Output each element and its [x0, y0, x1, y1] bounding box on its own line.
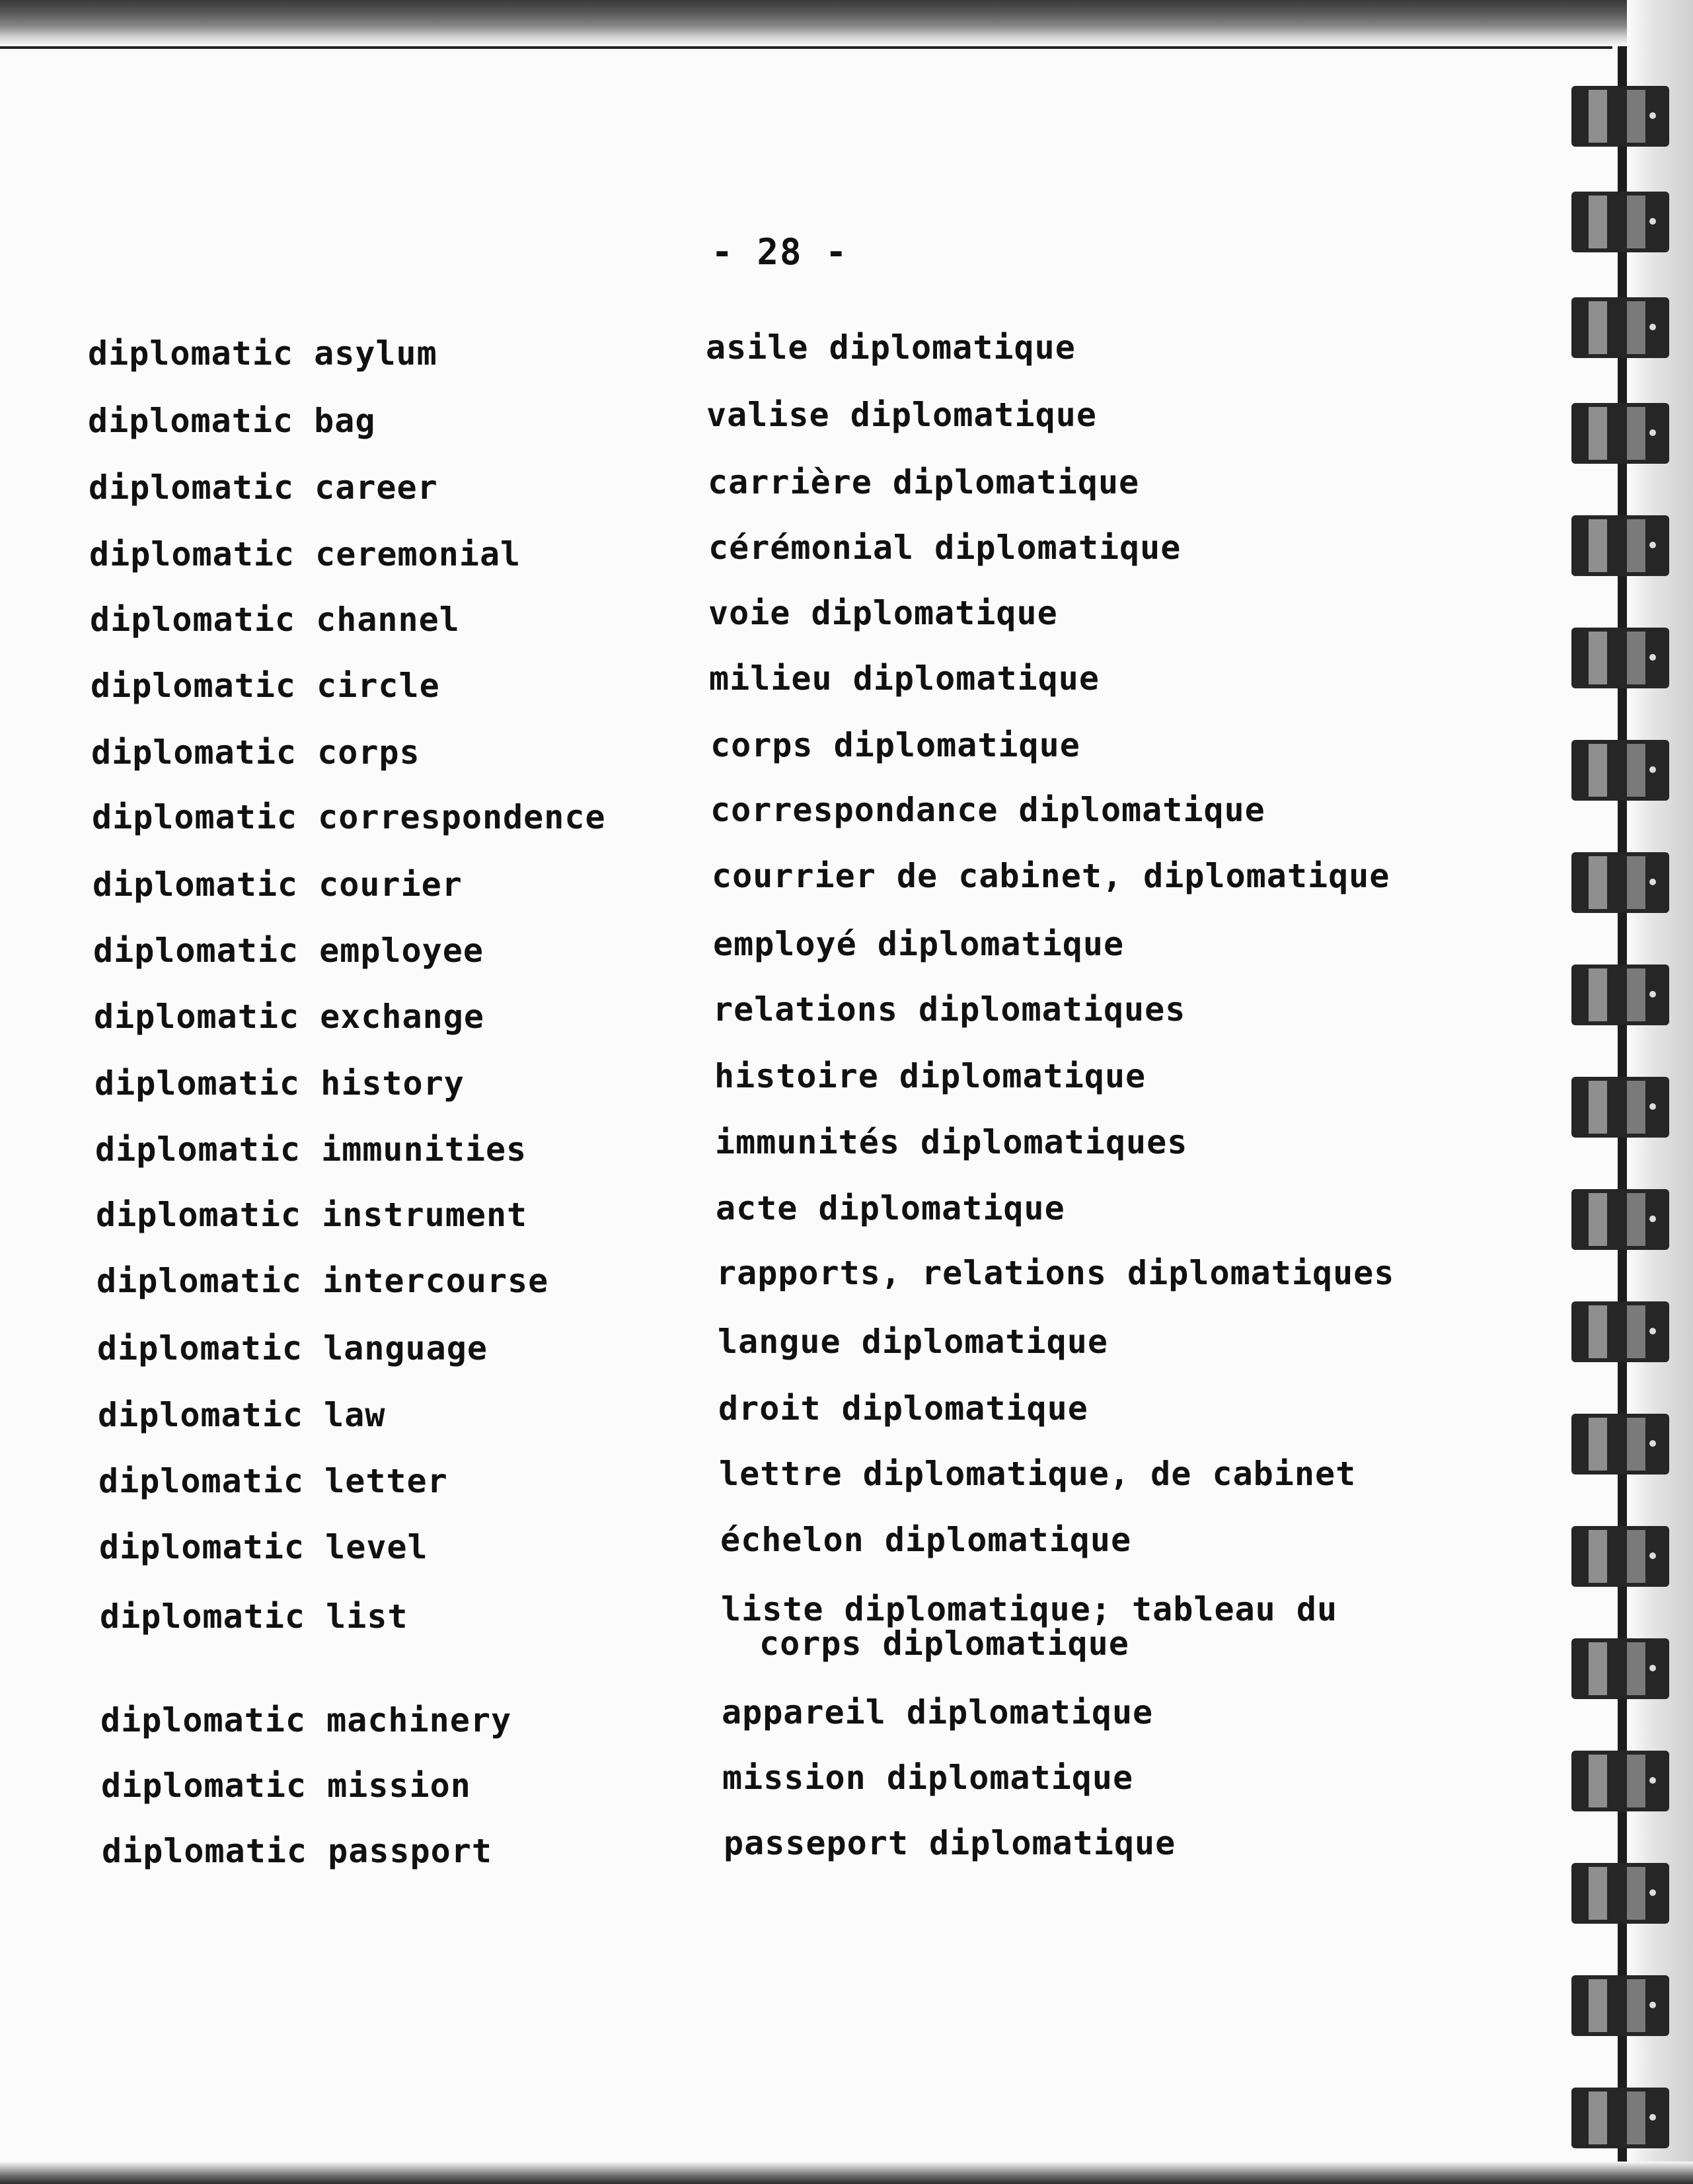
entry-translation: courrier de cabinet, diplomatique: [712, 857, 1390, 895]
entry-translation: [721, 1592, 1337, 1661]
entry-term: diplomatic employee: [93, 931, 484, 970]
entry-translation: acte diplomatique: [716, 1189, 1065, 1227]
entry-translation: carrière diplomatique: [708, 463, 1140, 501]
entry-translation: échelon diplomatique: [720, 1521, 1132, 1559]
entry-term: diplomatic ceremonial: [89, 535, 521, 573]
entry-term: diplomatic channel: [90, 601, 460, 639]
entry-term: diplomatic instrument: [96, 1196, 528, 1234]
entry-translation: langue diplomatique: [718, 1323, 1108, 1361]
entry-term: diplomatic machinery: [100, 1701, 512, 1739]
entry-term: diplomatic mission: [101, 1766, 471, 1805]
translation-line: liste diplomatique; tableau du: [721, 1590, 1338, 1628]
entry-translation: correspondance diplomatique: [710, 791, 1265, 829]
entry-translation: employé diplomatique: [713, 925, 1125, 963]
entry-term: diplomatic list: [100, 1597, 408, 1636]
entry-term: diplomatic history: [94, 1064, 465, 1103]
entry-translation: milieu diplomatique: [709, 659, 1100, 698]
entry-term: diplomatic corps: [91, 733, 420, 772]
entry-translation: rapports, relations diplomatiques: [716, 1254, 1395, 1292]
entry-term: diplomatic circle: [91, 667, 440, 705]
entry-term: diplomatic language: [97, 1329, 488, 1367]
entry-translation: relations diplomatiques: [713, 990, 1186, 1029]
entry-translation: histoire diplomatique: [714, 1057, 1147, 1095]
entry-translation: immunités diplomatiques: [715, 1123, 1188, 1161]
entry-term: diplomatic exchange: [94, 998, 484, 1036]
page-number: - 28 -: [711, 231, 848, 273]
entry-translation: droit diplomatique: [718, 1389, 1088, 1428]
entry-term: diplomatic correspondence: [92, 798, 606, 836]
entry-term: diplomatic courier: [93, 865, 463, 904]
entry-term: diplomatic bag: [88, 402, 376, 440]
entry-translation: mission diplomatique: [722, 1759, 1134, 1797]
entry-term: diplomatic law: [98, 1396, 386, 1434]
translation-continuation: corps diplomatique: [759, 1624, 1129, 1663]
entry-translation: corps diplomatique: [710, 726, 1080, 764]
entry-translation: cérémonial diplomatique: [708, 528, 1182, 567]
entry-term: diplomatic passport: [102, 1832, 492, 1870]
entry-term: diplomatic asylum: [88, 334, 437, 373]
entry-translation: voie diplomatique: [708, 594, 1058, 632]
entry-translation: valise diplomatique: [706, 396, 1097, 434]
entry-translation: lettre diplomatique, de cabinet: [719, 1455, 1357, 1493]
entry-translation: appareil diplomatique: [722, 1693, 1154, 1731]
entry-term: diplomatic intercourse: [96, 1262, 549, 1300]
entry-term: diplomatic letter: [98, 1462, 448, 1500]
entry-translation: passeport diplomatique: [724, 1824, 1176, 1862]
entry-term: diplomatic level: [99, 1528, 428, 1566]
entry-term: diplomatic career: [89, 468, 438, 507]
entry-translation: asile diplomatique: [706, 328, 1076, 367]
entry-term: diplomatic immunities: [95, 1130, 527, 1169]
